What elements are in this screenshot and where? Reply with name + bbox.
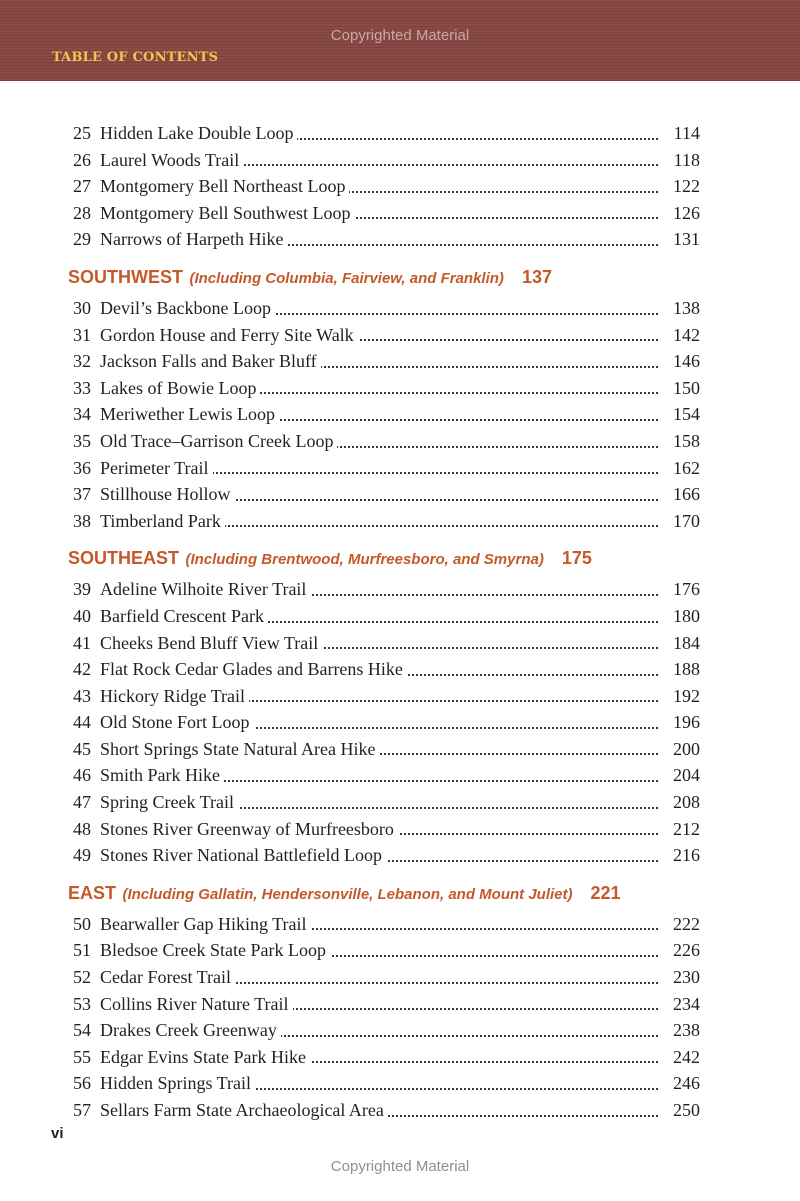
entry-title: Lakes of Bowie Loop [100,377,257,398]
entry-number: 35 [73,430,91,451]
entry-page: 138 [669,295,700,322]
toc-entry[interactable] [73,911,700,938]
toc-entry[interactable] [73,401,700,428]
toc-entry[interactable] [73,173,700,200]
entry-number: 49 [73,845,91,866]
toc-entry[interactable] [73,322,700,349]
entry-page: 114 [670,120,700,147]
entry-page: 158 [669,428,700,455]
entry-page: 226 [669,937,700,964]
entry-title: Stillhouse Hollow [100,484,231,505]
entry-title: Hickory Ridge Trail [100,685,246,706]
entry-page: 142 [669,322,700,349]
entry-page: 230 [669,964,700,991]
entry-number: 32 [73,351,91,372]
toc-entry[interactable] [73,709,700,736]
entry-number: 31 [73,324,91,345]
entry-page: 131 [669,226,700,253]
toc-entry[interactable] [73,455,700,482]
entry-page: 222 [669,911,700,938]
entry-page: 162 [669,455,700,482]
entry-page: 122 [669,173,700,200]
toc-entry[interactable] [73,120,700,147]
section-subtitle: (Including Columbia, Fairview, and Franklin) [189,269,504,287]
toc-entry[interactable] [73,964,700,991]
entry-title: Old Trace–Garrison Creek Loop [100,430,334,451]
watermark-bottom: Copyrighted Material [330,1158,470,1175]
entry-number: 25 [73,123,91,143]
entry-page: 176 [669,576,700,603]
section-heading [68,540,800,576]
entry-title: Stones River Greenway of Murfreesboro [100,818,394,839]
toc-entry[interactable] [73,1044,700,1071]
entry-title: Drakes Creek Greenway [100,1020,277,1041]
toc-entry[interactable] [73,147,700,174]
toc-entry[interactable] [73,200,700,227]
entry-page: 192 [669,683,700,710]
page-folio: vi [51,1125,64,1142]
entry-title: Devil’s Backbone Loop [100,297,271,318]
header-title: TABLE OF CONTENTS [52,50,219,65]
entry-title: Stones River National Battlefield Loop [100,845,382,866]
section-heading [68,875,800,911]
entry-number: 54 [73,1020,91,1041]
entry-page: 238 [669,1017,700,1044]
entry-number: 41 [73,632,91,653]
table-of-contents [0,120,800,1124]
toc-entry[interactable] [73,603,700,630]
entry-title: Spring Creek Trail [100,792,235,813]
entry-page: 146 [669,348,700,375]
section-page: 175 [561,548,592,569]
entry-number: 45 [73,738,91,759]
entry-number: 43 [73,685,91,706]
section-name: EAST [68,882,117,903]
entry-title: Old Stone Fort Loop [100,712,250,733]
toc-entry[interactable] [73,226,700,253]
toc-entry[interactable] [73,762,700,789]
entry-number: 30 [73,297,91,318]
entry-title: Sellars Farm State Archaeological Area [100,1100,384,1120]
entry-page: 242 [669,1044,700,1071]
section-page: 221 [590,882,621,903]
entry-title: Edgar Evins State Park Hike [100,1046,306,1067]
entry-title: Bearwaller Gap Hiking Trail [100,913,307,934]
toc-entry[interactable] [73,576,700,603]
watermark-top: Copyrighted Material [330,27,470,44]
entry-page: 170 [669,508,700,535]
entry-title: Hidden Lake Double Loop [100,123,294,143]
entry-number: 40 [73,605,91,626]
entry-number: 53 [73,993,91,1014]
section-subtitle: (Including Gallatin, Hendersonville, Lebanon, and Mount Juliet) [122,885,573,903]
toc-entry[interactable] [73,630,700,657]
section-name: SOUTHEAST [68,548,180,569]
entry-page: 216 [669,842,700,869]
entry-number: 50 [73,913,91,934]
entry-page: 234 [669,991,700,1018]
entry-title: Timberland Park [100,510,221,531]
entry-number: 44 [73,712,91,733]
toc-entry[interactable] [73,428,700,455]
entry-title: Montgomery Bell Northeast Loop [100,176,346,197]
section-subtitle: (Including Brentwood, Murfreesboro, and Smyrna) [185,551,544,569]
entry-title: Perimeter Trail [100,457,209,478]
section-page: 137 [521,266,552,287]
entry-page: 250 [669,1097,700,1124]
entry-title: Meriwether Lewis Loop [100,404,275,425]
entry-number: 34 [73,404,91,425]
entry-page: 196 [669,709,700,736]
entry-number: 52 [73,967,91,988]
entry-title: Cheeks Bend Bluff View Trail [100,632,319,653]
toc-entry[interactable] [73,348,700,375]
entry-number: 28 [73,202,91,223]
toc-entry[interactable] [73,375,700,402]
entry-title: Jackson Falls and Baker Bluff [100,351,317,372]
entry-title: Short Springs State Natural Area Hike [100,738,376,759]
entry-number: 33 [73,377,91,398]
entry-title: Flat Rock Cedar Glades and Barrens Hike [100,659,403,680]
toc-entry[interactable] [73,789,700,816]
entry-title: Gordon House and Ferry Site Walk [100,324,354,345]
section-heading [68,259,800,295]
toc-entry[interactable] [73,683,700,710]
entry-number: 51 [73,940,91,961]
entry-number: 57 [73,1100,91,1120]
entry-number: 27 [73,176,91,197]
entry-title: Barfield Crescent Park [100,605,264,626]
entry-title: Bledsoe Creek State Park Loop [100,940,326,961]
entry-title: Cedar Forest Trail [100,967,232,988]
entry-number: 48 [73,818,91,839]
entry-title: Smith Park Hike [100,765,220,786]
entry-number: 47 [73,792,91,813]
entry-page: 188 [669,656,700,683]
entry-number: 39 [73,579,91,600]
toc-entry[interactable] [73,736,700,763]
toc-entry[interactable] [73,508,700,535]
page-header [0,0,800,81]
toc-entry[interactable] [73,842,700,869]
entry-page: 204 [669,762,700,789]
entry-page: 180 [669,603,700,630]
toc-entry[interactable] [73,1097,700,1124]
entry-number: 26 [73,149,91,170]
entry-title: Laurel Woods Trail [100,149,240,170]
entry-page: 212 [669,816,700,843]
toc-entry[interactable] [73,1070,700,1097]
toc-entry[interactable] [73,991,700,1018]
toc-entry[interactable] [73,937,700,964]
entry-number: 46 [73,765,91,786]
entry-title: Collins River Nature Trail [100,993,289,1014]
toc-entry[interactable] [73,816,700,843]
entry-number: 29 [73,229,91,250]
toc-entry[interactable] [73,1017,700,1044]
entry-number: 55 [73,1046,91,1067]
toc-entry[interactable] [73,481,700,508]
entry-page: 154 [669,401,700,428]
entry-page: 166 [669,481,700,508]
entry-number: 37 [73,484,91,505]
section-name: SOUTHWEST [68,266,183,287]
entry-number: 56 [73,1073,91,1094]
entry-number: 38 [73,510,91,531]
entry-title: Hidden Springs Trail [100,1073,252,1094]
entry-page: 208 [669,789,700,816]
entry-title: Montgomery Bell Southwest Loop [100,202,351,223]
entry-page: 184 [669,630,700,657]
entry-page: 118 [670,147,700,174]
toc-entry[interactable] [73,656,700,683]
entry-title: Adeline Wilhoite River Trail [100,579,307,600]
entry-page: 126 [669,200,700,227]
entry-page: 200 [669,736,700,763]
toc-entry[interactable] [73,295,700,322]
entry-number: 36 [73,457,91,478]
entry-number: 42 [73,659,91,680]
entry-title: Narrows of Harpeth Hike [100,229,284,250]
entry-page: 150 [669,375,700,402]
entry-page: 246 [669,1070,700,1097]
